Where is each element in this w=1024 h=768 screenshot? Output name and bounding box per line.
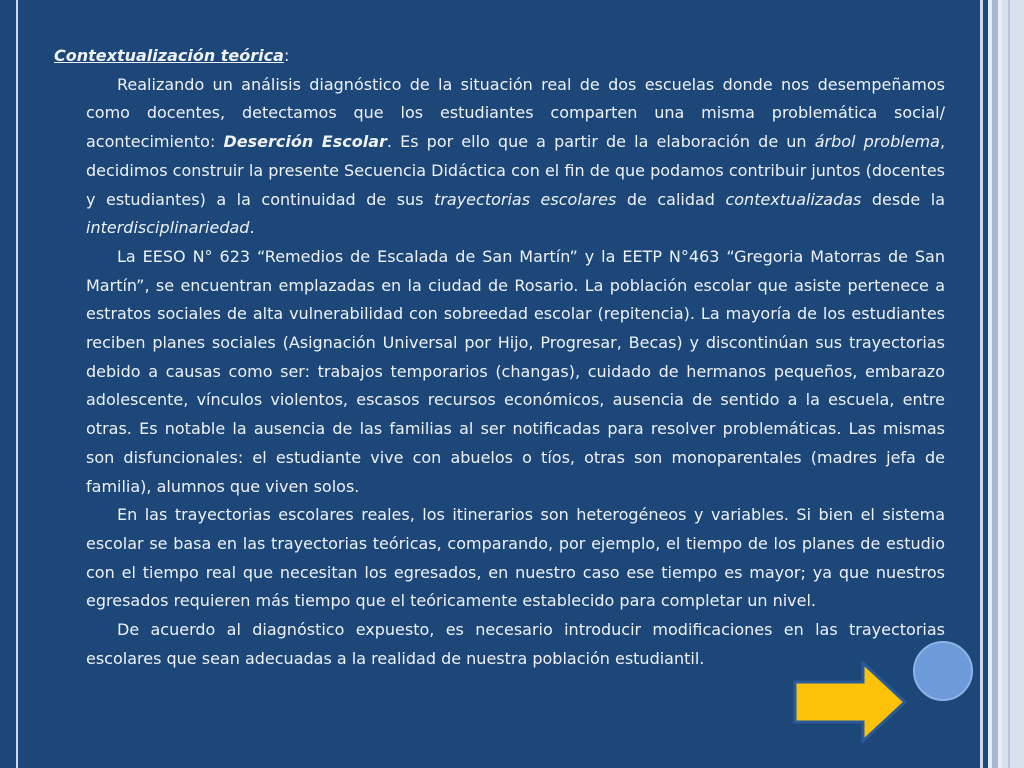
text-run: Realizando un análisis diagnóstico de la situación real de dos escuelas donde nos desempeñamos como docentes, detectamos que los estudiantes comparten una misma problemática social/ acontecimiento: xyxy=(86,74,945,152)
text-run: De acuerdo al diagnóstico expuesto, es necesario introducir modificaciones en las trayectorias escolares que sean adecuadas a la realidad de nuestra población estudiantil. xyxy=(86,620,945,668)
paragraph xyxy=(86,71,945,243)
paragraph xyxy=(86,243,945,501)
text-run: . xyxy=(249,218,255,238)
side-stripe xyxy=(1002,0,1024,768)
body-text xyxy=(86,71,945,674)
section-heading xyxy=(54,42,945,71)
text-run: desde la xyxy=(861,189,945,209)
text-run: , decidimos construir la presente Secuencia Didáctica con el fin de que podamos contribuir juntos (docentes y estudiantes) a la continuidad de sus xyxy=(86,132,946,209)
heading-colon: : xyxy=(283,46,290,65)
text-run: En las trayectorias escolares reales, los itinerarios son heterogéneos y variables. Si bien el sistema escolar se basa en las trayectorias teóricas, comparando, por ejemplo, el tiempo de los planes de estudio con el tiempo real que necesitan los egresados, en nuestro caso ese tiempo es mayor; ya que nuestros egresados requieren más tiempo que el teóricamente establecido para completar un nivel. xyxy=(86,505,945,611)
slide-content xyxy=(54,42,945,673)
side-stripe xyxy=(1008,0,1010,768)
italic-text: árbol problema xyxy=(814,132,940,152)
emphasis-text: Deserción Escolar xyxy=(223,132,387,152)
right-arrow-icon[interactable] xyxy=(793,661,908,743)
paragraph xyxy=(86,501,945,616)
italic-text: trayectorias escolares xyxy=(434,189,617,209)
circle-icon xyxy=(913,641,973,701)
heading-title: Contextualización teórica xyxy=(54,46,284,65)
text-run: . Es por ello que a partir de la elaboración de un xyxy=(386,132,815,152)
text-run: de calidad xyxy=(616,189,726,209)
italic-text: contextualizadas xyxy=(725,189,862,209)
arrow-shape[interactable] xyxy=(795,663,905,741)
italic-text: interdisciplinariedad xyxy=(86,218,250,238)
text-run: La EESO N° 623 “Remedios de Escalada de San Martín” y la EETP N°463 “Gregoria Matorras de San Martín”, se encuentran emplazadas en la ciudad de Rosario. La población escolar que asiste pertenece a estratos sociales de alta vulnerabilidad con sobreedad escolar (repitencia). La mayoría de los estudiantes reciben planes sociales (Asignación Universal por Hijo, Progresar, Becas) y discontinúan sus trayectorias debido a causas como ser: trabajos temporarios (changas), cuidado de hermanos pequeños, embarazo adolescente, vínculos violentos, escasos recursos económicos, ausencia de sentido a la escuela, entre otras. Es notable la ausencia de las familias al ser notificadas para resolver problemáticas. Las mismas son disfuncionales: el estudiante vive con abuelos o tíos, otras son monoparentales (madres jefa de familia), alumnos que viven solos. xyxy=(86,246,945,496)
